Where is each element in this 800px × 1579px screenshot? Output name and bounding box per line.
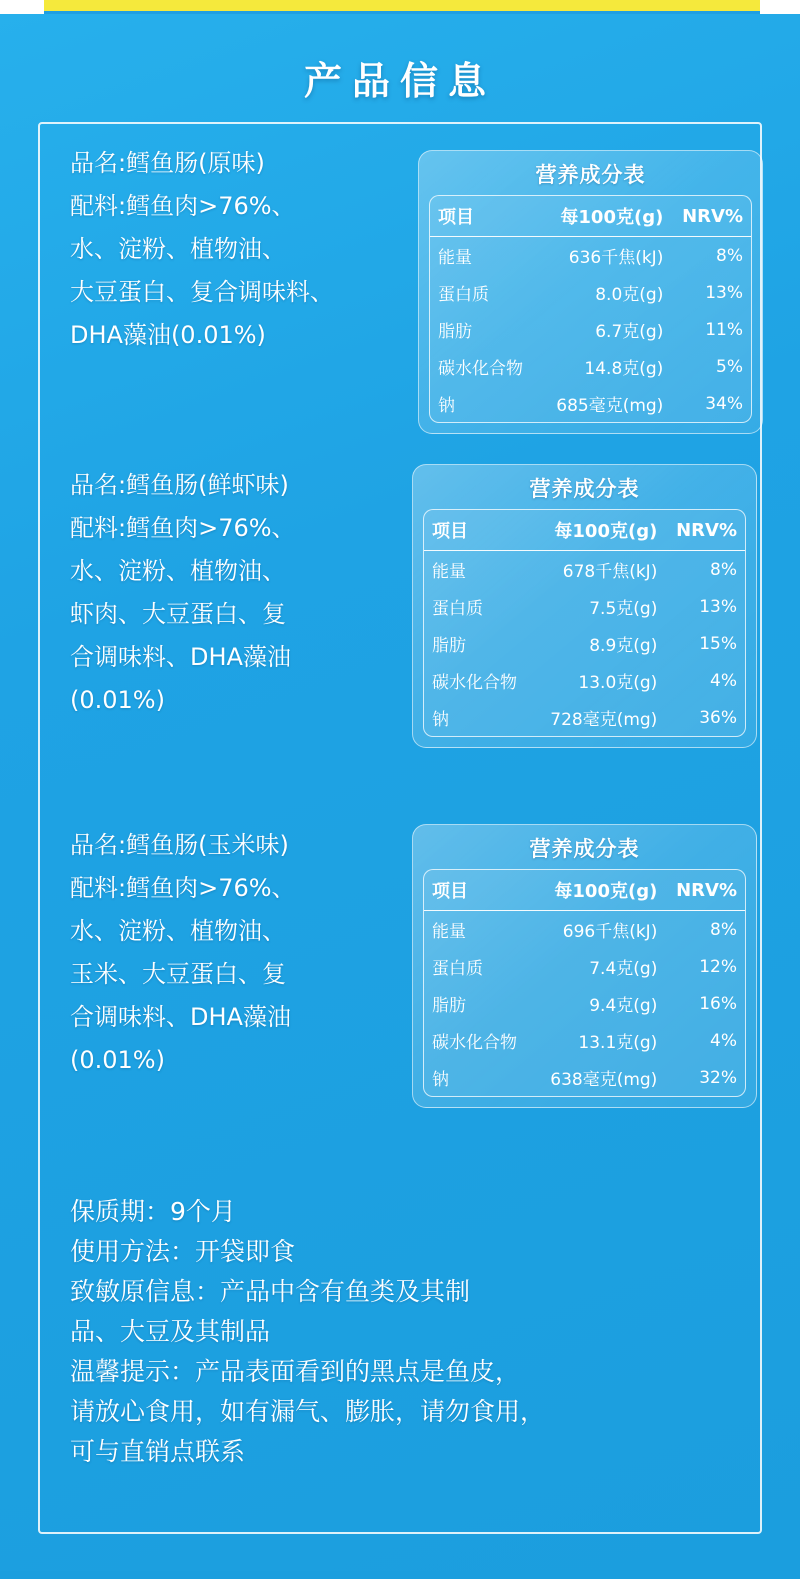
cell-item: 钠 bbox=[432, 710, 449, 730]
cell-nrv: 13% bbox=[699, 596, 737, 617]
product-notes bbox=[70, 1192, 740, 1472]
cell-value: 728毫克(mg) bbox=[550, 710, 658, 730]
cell-nrv: 36% bbox=[699, 707, 737, 728]
product-3-ingredient-line-2: 水、淀粉、植物油、 bbox=[70, 917, 286, 945]
product-2-ingredient-line-1: 配料:鳕鱼肉>76%、 bbox=[70, 514, 296, 542]
bottom-strip bbox=[0, 1571, 800, 1579]
product-2-ingredient-line-2: 水、淀粉、植物油、 bbox=[70, 557, 286, 585]
table-row bbox=[424, 625, 745, 662]
table-row bbox=[430, 348, 751, 385]
cell-nrv: 12% bbox=[699, 956, 737, 977]
column-header-per100g: 每100克(g) bbox=[548, 196, 671, 237]
usage-line: 使用方法：开袋即食 bbox=[70, 1237, 296, 1266]
nutrition-card-1 bbox=[418, 150, 763, 434]
cell-nrv: 8% bbox=[710, 919, 737, 940]
cell-item: 能量 bbox=[432, 922, 466, 942]
table-header-row bbox=[430, 196, 751, 237]
cell-item: 碳水化合物 bbox=[438, 359, 523, 379]
cell-item: 脂肪 bbox=[432, 996, 466, 1016]
tip-line-1: 温馨提示：产品表面看到的黑点是鱼皮， bbox=[70, 1357, 521, 1386]
table-row bbox=[424, 1022, 745, 1059]
cell-item: 能量 bbox=[432, 562, 466, 582]
product-3-name: 品名:鳕鱼肠(玉米味) bbox=[70, 831, 289, 859]
cell-nrv: 11% bbox=[705, 319, 743, 340]
table-row bbox=[424, 699, 745, 736]
cell-nrv: 8% bbox=[710, 559, 737, 580]
cell-nrv: 4% bbox=[710, 670, 737, 691]
top-decorative-strip bbox=[0, 0, 800, 14]
product-1-ingredient-line-4: DHA藻油(0.01%) bbox=[70, 321, 266, 349]
top-strip-left-white bbox=[0, 0, 44, 14]
nutrition-table-2 bbox=[424, 510, 745, 736]
cell-nrv: 34% bbox=[705, 393, 743, 414]
cell-nrv: 15% bbox=[699, 633, 737, 654]
cell-nrv: 4% bbox=[710, 1030, 737, 1051]
top-strip-yellow bbox=[44, 0, 762, 11]
content-panel bbox=[38, 122, 762, 1534]
product-2-ingredient-line-3: 虾肉、大豆蛋白、复 bbox=[70, 600, 286, 628]
table-row bbox=[424, 985, 745, 1022]
product-3-text bbox=[70, 824, 400, 1082]
cell-nrv: 5% bbox=[716, 356, 743, 377]
cell-value: 13.0克(g) bbox=[578, 673, 658, 693]
nutrition-title-2: 营养成分表 bbox=[529, 477, 640, 501]
cell-item: 蛋白质 bbox=[432, 599, 483, 619]
nutrition-card-3 bbox=[412, 824, 757, 1108]
top-strip-right-white bbox=[760, 0, 800, 14]
cell-value: 636千焦(kJ) bbox=[568, 248, 664, 268]
cell-nrv: 32% bbox=[699, 1067, 737, 1088]
column-header-item: 项目 bbox=[430, 196, 548, 237]
cell-nrv: 8% bbox=[716, 245, 743, 266]
column-header-per100g: 每100克(g) bbox=[542, 510, 665, 551]
cell-nrv: 13% bbox=[705, 282, 743, 303]
column-header-item: 项目 bbox=[424, 510, 542, 551]
cell-value: 7.4克(g) bbox=[589, 959, 658, 979]
table-row bbox=[430, 274, 751, 311]
nutrition-title-3: 营养成分表 bbox=[529, 837, 640, 861]
table-row bbox=[430, 237, 751, 275]
product-2-ingredient-line-4: 合调味料、DHA藻油 bbox=[70, 643, 291, 671]
table-row bbox=[424, 1059, 745, 1096]
table-row bbox=[424, 911, 745, 949]
product-2-name: 品名:鳕鱼肠(鲜虾味) bbox=[70, 471, 289, 499]
nutrition-table-wrapper-1 bbox=[429, 195, 752, 423]
cell-nrv: 16% bbox=[699, 993, 737, 1014]
table-row bbox=[430, 311, 751, 348]
cell-value: 7.5克(g) bbox=[589, 599, 658, 619]
cell-item: 蛋白质 bbox=[432, 959, 483, 979]
product-1-name: 品名:鳕鱼肠(原味) bbox=[70, 149, 265, 177]
table-row bbox=[424, 551, 745, 589]
product-2-ingredient-line-5: (0.01%) bbox=[70, 686, 165, 714]
nutrition-table-3 bbox=[424, 870, 745, 1096]
product-3-ingredient-line-1: 配料:鳕鱼肉>76%、 bbox=[70, 874, 296, 902]
cell-item: 钠 bbox=[438, 396, 455, 416]
cell-value: 685毫克(mg) bbox=[556, 396, 664, 416]
nutrition-title-1: 营养成分表 bbox=[535, 163, 646, 187]
column-header-nrv: NRV% bbox=[671, 196, 751, 237]
table-row bbox=[430, 385, 751, 422]
product-1-ingredient-line-2: 水、淀粉、植物油、 bbox=[70, 235, 286, 263]
product-3-ingredient-line-4: 合调味料、DHA藻油 bbox=[70, 1003, 291, 1031]
cell-item: 能量 bbox=[438, 248, 472, 268]
cell-value: 6.7克(g) bbox=[595, 322, 664, 342]
cell-value: 14.8克(g) bbox=[584, 359, 664, 379]
shelf-life-line: 保质期：9个月 bbox=[70, 1197, 236, 1226]
cell-value: 13.1克(g) bbox=[578, 1033, 658, 1053]
column-header-per100g: 每100克(g) bbox=[542, 870, 665, 911]
cell-item: 脂肪 bbox=[438, 322, 472, 342]
product-1-ingredient-line-3: 大豆蛋白、复合调味料、 bbox=[70, 278, 334, 306]
cell-value: 638毫克(mg) bbox=[550, 1070, 658, 1090]
nutrition-table-1 bbox=[430, 196, 751, 422]
cell-value: 678千焦(kJ) bbox=[562, 562, 658, 582]
cell-item: 碳水化合物 bbox=[432, 1033, 517, 1053]
tip-line-3: 可与直销点联系 bbox=[70, 1437, 246, 1466]
table-row bbox=[424, 662, 745, 699]
table-header-row bbox=[424, 870, 745, 911]
nutrition-card-2 bbox=[412, 464, 757, 748]
allergen-line-1: 致敏原信息：产品中含有鱼类及其制 bbox=[70, 1277, 471, 1306]
product-1-text bbox=[70, 142, 400, 357]
table-row bbox=[424, 948, 745, 985]
column-header-nrv: NRV% bbox=[665, 870, 745, 911]
cell-item: 碳水化合物 bbox=[432, 673, 517, 693]
tip-line-2: 请放心食用，如有漏气、膨胀，请勿食用， bbox=[70, 1397, 546, 1426]
cell-item: 钠 bbox=[432, 1070, 449, 1090]
cell-item: 蛋白质 bbox=[438, 285, 489, 305]
allergen-line-2: 品、大豆及其制品 bbox=[70, 1317, 271, 1346]
column-header-nrv: NRV% bbox=[665, 510, 745, 551]
nutrition-table-wrapper-2 bbox=[423, 509, 746, 737]
table-header-row bbox=[424, 510, 745, 551]
cell-item: 脂肪 bbox=[432, 636, 466, 656]
cell-value: 8.9克(g) bbox=[589, 636, 658, 656]
cell-value: 8.0克(g) bbox=[595, 285, 664, 305]
table-row bbox=[424, 588, 745, 625]
product-1-ingredient-line-1: 配料:鳕鱼肉>76%、 bbox=[70, 192, 296, 220]
page-title: 产品信息 bbox=[303, 59, 496, 103]
product-3-ingredient-line-3: 玉米、大豆蛋白、复 bbox=[70, 960, 286, 988]
product-3-ingredient-line-5: (0.01%) bbox=[70, 1046, 165, 1074]
cell-value: 9.4克(g) bbox=[589, 996, 658, 1016]
nutrition-table-wrapper-3 bbox=[423, 869, 746, 1097]
product-2-text bbox=[70, 464, 400, 722]
cell-value: 696千焦(kJ) bbox=[562, 922, 658, 942]
column-header-item: 项目 bbox=[424, 870, 542, 911]
